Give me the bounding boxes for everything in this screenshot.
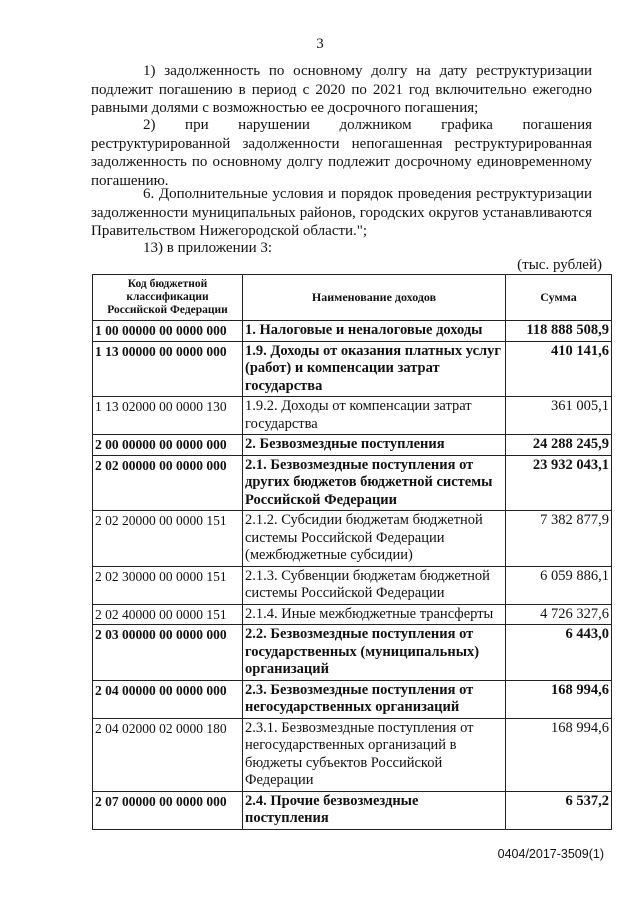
- row-sum: 6 537,2: [506, 791, 612, 829]
- row-code: 2 02 00000 00 0000 000: [93, 455, 243, 511]
- table-row: [93, 397, 612, 435]
- table-body: [93, 321, 612, 830]
- table-row: [93, 680, 612, 718]
- paragraph-item-13: 13) в приложении 3:: [143, 240, 273, 256]
- row-code: 2 04 00000 00 0000 000: [93, 680, 243, 718]
- row-code: 2 02 20000 00 0000 151: [93, 511, 243, 567]
- row-code: 2 02 30000 00 0000 151: [93, 566, 243, 604]
- page-number: 3: [316, 36, 324, 52]
- row-name: 2.4. Прочие безвозмездные поступления: [243, 791, 506, 829]
- paragraph-section-6: 6. Дополнительные условия и порядок проведения реструктуризации задолженности муниципальных районов, городских округов устанавливаются Правительством Нижегородской области.";: [91, 186, 592, 239]
- row-sum: 24 288 245,9: [506, 435, 612, 456]
- table-row: [93, 791, 612, 829]
- table-row: [93, 511, 612, 567]
- row-sum: 410 141,6: [506, 341, 612, 397]
- row-code: 2 04 02000 02 0000 180: [93, 718, 243, 791]
- row-sum: 361 005,1: [506, 397, 612, 435]
- row-name: 1. Налоговые и неналоговые доходы: [243, 321, 506, 342]
- row-code: 1 00 00000 00 0000 000: [93, 321, 243, 342]
- header-code: Код бюджетной классификации Российской Федерации: [93, 275, 243, 321]
- row-code: 2 00 00000 00 0000 000: [93, 435, 243, 456]
- row-code: 2 03 00000 00 0000 000: [93, 625, 243, 681]
- table-header-row: [93, 275, 612, 321]
- row-name: 1.9. Доходы от оказания платных услуг (работ) и компенсации затрат государства: [243, 341, 506, 397]
- row-name: 2.3. Безвозмездные поступления от негосударственных организаций: [243, 680, 506, 718]
- row-code: 1 13 02000 00 0000 130: [93, 397, 243, 435]
- row-sum: 7 382 877,9: [506, 511, 612, 567]
- row-name: 2.1.2. Субсидии бюджетам бюджетной системы Российской Федерации (межбюджетные субсидии): [243, 511, 506, 567]
- row-code: 1 13 00000 00 0000 000: [93, 341, 243, 397]
- paragraph-item-1: 1) задолженность по основному долгу на дату реструктуризации подлежит погашению в период с 2020 по 2021 год включительно ежегодно равными долями с возможностью ее досрочного погашения;: [91, 63, 592, 116]
- row-sum: 118 888 508,9: [506, 321, 612, 342]
- paragraph-item-2: 2) при нарушении должником графика погашения реструктурированной задолженности непогашенная реструктурированная задолженность по основному долгу подлежит досрочному единовременному погашению.: [91, 117, 592, 189]
- header-name: Наименование доходов: [243, 275, 506, 321]
- table-row: [93, 566, 612, 604]
- row-code: 2 07 00000 00 0000 000: [93, 791, 243, 829]
- row-sum: 4 726 327,6: [506, 604, 612, 625]
- row-name: 2.1. Безвозмездные поступления от других бюджетов бюджетной системы Российской Федерации: [243, 455, 506, 511]
- row-name: 2.3.1. Безвозмездные поступления от негосударственных организаций в бюджеты субъектов Российской Федерации: [243, 718, 506, 791]
- table-row: [93, 341, 612, 397]
- row-sum: 6 059 886,1: [506, 566, 612, 604]
- table-row: [93, 455, 612, 511]
- table-row: [93, 604, 612, 625]
- table-row: [93, 625, 612, 681]
- row-name: 2.1.3. Субвенции бюджетам бюджетной системы Российской Федерации: [243, 566, 506, 604]
- row-sum: 6 443,0: [506, 625, 612, 681]
- row-sum: 168 994,6: [506, 680, 612, 718]
- row-sum: 23 932 043,1: [506, 455, 612, 511]
- row-code: 2 02 40000 00 0000 151: [93, 604, 243, 625]
- header-sum: Сумма: [506, 275, 612, 321]
- row-sum: 168 994,6: [506, 718, 612, 791]
- income-table: [92, 274, 612, 830]
- table-row: [93, 435, 612, 456]
- row-name: 2.2. Безвозмездные поступления от государственных (муниципальных) организаций: [243, 625, 506, 681]
- unit-label: (тыс. рублей): [517, 257, 602, 273]
- table-row: [93, 718, 612, 791]
- row-name: 1.9.2. Доходы от компенсации затрат государства: [243, 397, 506, 435]
- table-row: [93, 321, 612, 342]
- document-code: 0404/2017-3509(1): [497, 847, 604, 861]
- row-name: 2.1.4. Иные межбюджетные трансферты: [243, 604, 506, 625]
- row-name: 2. Безвозмездные поступления: [243, 435, 506, 456]
